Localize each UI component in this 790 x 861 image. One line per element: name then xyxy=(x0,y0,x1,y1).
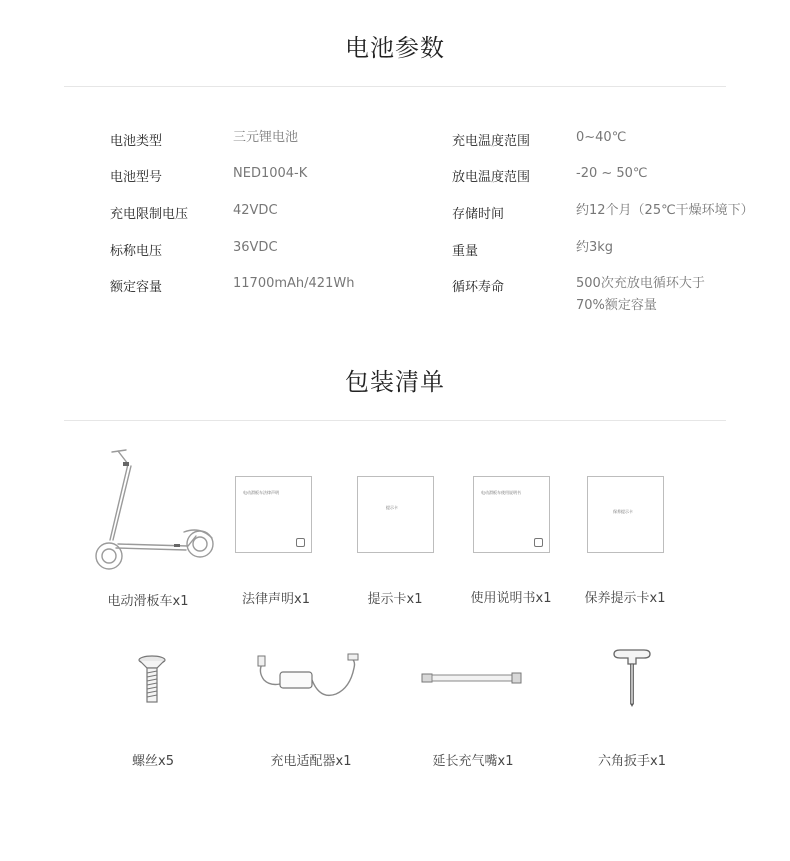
legal-card-text: 电动滑板车法律声明 xyxy=(243,490,279,495)
spec-value-weight: 约3kg xyxy=(576,240,614,255)
spec-label-discharge-temp: 放电温度范围 xyxy=(452,170,531,185)
spec-value-charge-limit-voltage: 42VDC xyxy=(233,203,278,218)
spec-value-nominal-voltage: 36VDC xyxy=(233,240,278,255)
hex-wrench-icon xyxy=(612,648,652,708)
spec-label-battery-type: 电池类型 xyxy=(110,134,163,149)
charger-icon xyxy=(250,650,365,705)
package-section-title: 包装清单 xyxy=(345,368,445,396)
spec-label-nominal-voltage: 标称电压 xyxy=(110,244,163,259)
package-item-charger-label: 充电适配器x1 xyxy=(270,754,352,769)
tip-card-icon xyxy=(357,476,434,553)
package-divider xyxy=(64,420,726,421)
spec-label-charge-limit-voltage: 充电限制电压 xyxy=(110,207,189,222)
package-item-scooter-label: 电动滑板车x1 xyxy=(107,594,189,609)
package-item-screw-label: 螺丝x5 xyxy=(132,754,174,769)
scooter-icon xyxy=(88,440,218,575)
maintenance-card-text: 保养提示卡 xyxy=(613,509,633,514)
maintenance-card-icon xyxy=(587,476,664,553)
mi-logo-icon xyxy=(534,538,543,547)
spec-value-battery-type: 三元锂电池 xyxy=(233,130,299,145)
valve-extender-icon xyxy=(422,670,522,686)
package-item-wrench-label: 六角扳手x1 xyxy=(598,754,666,769)
spec-value-cycle-life-line1: 500次充放电循环大于 xyxy=(576,276,705,291)
spec-label-charge-temp: 充电温度范围 xyxy=(452,134,531,149)
package-item-tip-card-label: 提示卡x1 xyxy=(367,592,423,607)
spec-value-charge-temp: 0~40℃ xyxy=(576,130,627,145)
package-item-valve-label: 延长充气嘴x1 xyxy=(432,754,514,769)
manual-icon xyxy=(473,476,550,553)
spec-value-storage-time: 约12个月（25℃干燥环境下） xyxy=(576,203,754,218)
tip-card-text: 提示卡 xyxy=(386,505,398,510)
mi-logo-icon xyxy=(296,538,305,547)
screw-icon xyxy=(137,655,167,705)
spec-label-cycle-life: 循环寿命 xyxy=(452,280,505,295)
spec-label-rated-capacity: 额定容量 xyxy=(110,280,163,295)
package-item-maintenance-label: 保养提示卡x1 xyxy=(584,591,666,606)
spec-value-discharge-temp: -20 ~ 50℃ xyxy=(576,166,648,181)
spec-label-weight: 重量 xyxy=(452,244,479,259)
spec-label-storage-time: 存储时间 xyxy=(452,207,505,222)
legal-card-icon xyxy=(235,476,312,553)
spec-value-cycle-life-line2: 70%额定容量 xyxy=(576,298,657,313)
spec-label-battery-model: 电池型号 xyxy=(110,170,163,185)
spec-value-battery-model: NED1004-K xyxy=(233,166,308,181)
package-item-manual-label: 使用说明书x1 xyxy=(470,591,552,606)
battery-divider xyxy=(64,86,726,87)
package-item-legal-label: 法律声明x1 xyxy=(242,592,310,607)
manual-card-text: 电动滑板车使用说明书 xyxy=(481,490,521,495)
battery-section-title: 电池参数 xyxy=(345,34,445,62)
spec-value-rated-capacity: 11700mAh/421Wh xyxy=(233,276,355,291)
